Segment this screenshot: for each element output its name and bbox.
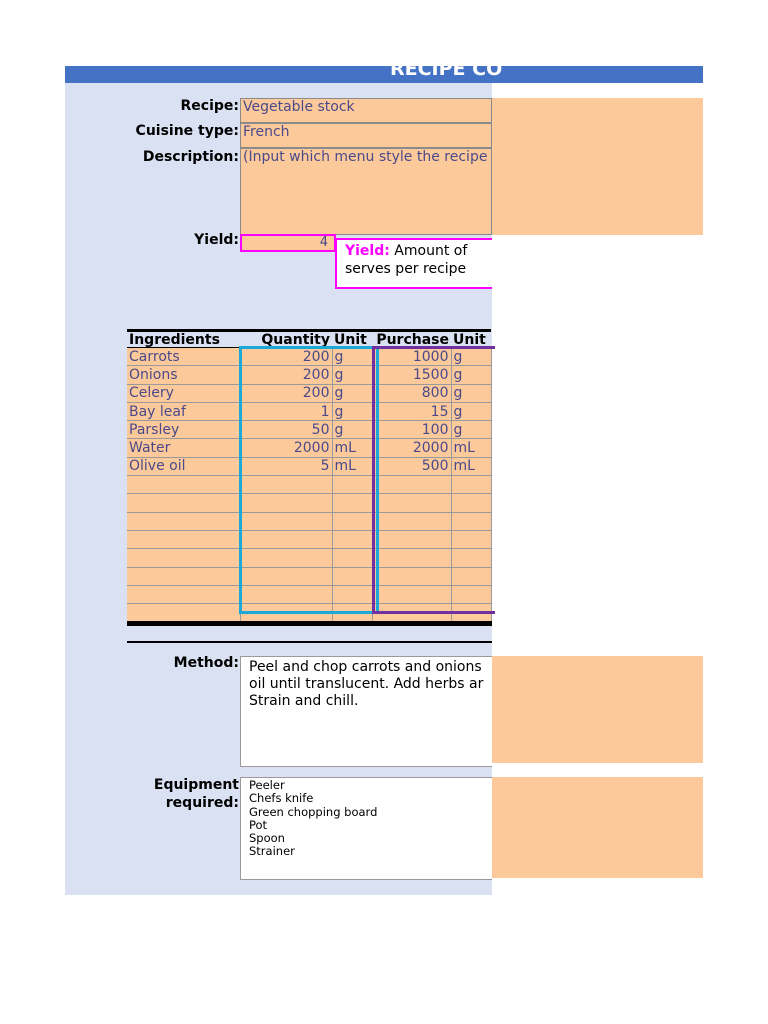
quantity-cell[interactable]: 200 bbox=[240, 348, 332, 366]
purchase-unit-cell[interactable]: g bbox=[451, 402, 491, 420]
table-row bbox=[127, 366, 491, 384]
equipment-item: Strainer bbox=[249, 844, 295, 859]
purchase-unit-cell[interactable]: g bbox=[451, 384, 491, 402]
ingredient-cell[interactable]: Water bbox=[127, 439, 240, 457]
method-line: Peel and chop carrots and onions bbox=[249, 659, 482, 675]
header-purchase: Purchase bbox=[372, 331, 451, 348]
quantity-cell[interactable]: 200 bbox=[240, 366, 332, 384]
ingredient-cell[interactable] bbox=[127, 604, 240, 623]
purchase-cell[interactable] bbox=[372, 494, 451, 512]
table-row bbox=[127, 402, 491, 420]
cuisine-field[interactable] bbox=[240, 123, 492, 148]
table-row bbox=[127, 512, 491, 530]
purchase-cell[interactable] bbox=[372, 604, 451, 623]
unit-cell[interactable]: mL bbox=[332, 457, 372, 475]
description-field[interactable] bbox=[240, 148, 492, 235]
separator-line bbox=[127, 641, 492, 643]
method-overflow-block bbox=[492, 656, 703, 763]
unit-cell[interactable] bbox=[332, 585, 372, 603]
table-row bbox=[127, 494, 491, 512]
method-line: oil until translucent. Add herbs ar bbox=[249, 676, 484, 692]
table-row bbox=[127, 348, 491, 366]
header-quantity: Quantity bbox=[240, 331, 332, 348]
purchase-unit-cell[interactable]: g bbox=[451, 421, 491, 439]
table-row bbox=[127, 421, 491, 439]
purchase-unit-cell[interactable]: mL bbox=[451, 439, 491, 457]
purchase-cell[interactable]: 800 bbox=[372, 384, 451, 402]
purchase-cell[interactable] bbox=[372, 567, 451, 585]
ingredient-cell[interactable]: Celery bbox=[127, 384, 240, 402]
ingredient-cell[interactable] bbox=[127, 530, 240, 548]
description-label: Description: bbox=[142, 149, 239, 165]
ingredient-cell[interactable] bbox=[127, 512, 240, 530]
method-field[interactable] bbox=[240, 656, 492, 767]
quantity-cell[interactable] bbox=[240, 604, 332, 623]
purchase-unit-cell[interactable]: g bbox=[451, 366, 491, 384]
header-ingredients: Ingredients bbox=[127, 331, 240, 348]
purchase-cell[interactable] bbox=[372, 512, 451, 530]
table-row bbox=[127, 384, 491, 402]
table-row bbox=[127, 567, 491, 585]
ingredient-cell[interactable] bbox=[127, 585, 240, 603]
quantity-cell[interactable]: 5 bbox=[240, 457, 332, 475]
purchase-cell[interactable] bbox=[372, 476, 451, 494]
unit-cell[interactable]: g bbox=[332, 421, 372, 439]
purchase-cell[interactable]: 100 bbox=[372, 421, 451, 439]
equipment-overflow-block bbox=[492, 777, 703, 878]
cuisine-value: French bbox=[243, 124, 290, 140]
quantity-cell[interactable] bbox=[240, 585, 332, 603]
header-purchase-unit: Unit bbox=[451, 331, 491, 348]
quantity-cell[interactable]: 2000 bbox=[240, 439, 332, 457]
unit-cell[interactable]: g bbox=[332, 348, 372, 366]
quantity-cell[interactable] bbox=[240, 494, 332, 512]
unit-cell[interactable] bbox=[332, 476, 372, 494]
unit-cell[interactable] bbox=[332, 512, 372, 530]
yield-note-text-1: Amount of bbox=[389, 243, 468, 259]
table-header-row bbox=[127, 331, 491, 348]
purchase-unit-cell[interactable] bbox=[451, 549, 491, 567]
quantity-cell[interactable] bbox=[240, 530, 332, 548]
yield-note-text-2: serves per recipe bbox=[345, 261, 467, 277]
ingredient-cell[interactable]: Carrots bbox=[127, 348, 240, 366]
equipment-item: Spoon bbox=[249, 831, 285, 846]
method-label: Method: bbox=[173, 655, 239, 671]
ingredient-cell[interactable]: Parsley bbox=[127, 421, 240, 439]
purchase-cell[interactable] bbox=[372, 530, 451, 548]
title-banner bbox=[65, 58, 703, 83]
recipe-label: Recipe: bbox=[180, 98, 239, 114]
quantity-cell[interactable]: 200 bbox=[240, 384, 332, 402]
ingredient-cell[interactable]: Olive oil bbox=[127, 457, 240, 475]
equipment-list bbox=[241, 778, 492, 860]
ingredient-cell[interactable]: Onions bbox=[127, 366, 240, 384]
purchase-unit-cell[interactable] bbox=[451, 604, 491, 623]
purchase-unit-cell[interactable] bbox=[451, 512, 491, 530]
quantity-cell[interactable]: 50 bbox=[240, 421, 332, 439]
equipment-item: Green chopping board bbox=[249, 804, 378, 819]
unit-cell[interactable] bbox=[332, 530, 372, 548]
purchase-unit-cell[interactable] bbox=[451, 585, 491, 603]
purchase-unit-cell[interactable] bbox=[451, 494, 491, 512]
header-unit: Unit bbox=[332, 331, 372, 348]
quantity-cell[interactable] bbox=[240, 567, 332, 585]
unit-cell[interactable]: g bbox=[332, 402, 372, 420]
purchase-cell[interactable]: 500 bbox=[372, 457, 451, 475]
unit-cell[interactable] bbox=[332, 549, 372, 567]
ingredient-cell[interactable] bbox=[127, 567, 240, 585]
quantity-cell[interactable] bbox=[240, 549, 332, 567]
quantity-cell[interactable] bbox=[240, 512, 332, 530]
purchase-unit-cell[interactable] bbox=[451, 567, 491, 585]
ingredient-cell[interactable] bbox=[127, 494, 240, 512]
yield-field[interactable] bbox=[240, 234, 336, 252]
table-row bbox=[127, 457, 491, 475]
quantity-cell[interactable] bbox=[240, 476, 332, 494]
purchase-unit-cell[interactable] bbox=[451, 530, 491, 548]
table-row bbox=[127, 585, 491, 603]
purchase-cell[interactable] bbox=[372, 585, 451, 603]
unit-cell[interactable] bbox=[332, 604, 372, 623]
equipment-label-line2: required: bbox=[165, 795, 239, 811]
recipe-value: Vegetable stock bbox=[243, 99, 355, 115]
purchase-unit-cell[interactable] bbox=[451, 476, 491, 494]
purchase-cell[interactable]: 1500 bbox=[372, 366, 451, 384]
purchase-unit-cell[interactable]: mL bbox=[451, 457, 491, 475]
quantity-cell[interactable]: 1 bbox=[240, 402, 332, 420]
cuisine-label: Cuisine type: bbox=[135, 123, 239, 139]
purchase-cell[interactable]: 15 bbox=[372, 402, 451, 420]
sheet-title: RECIPE CO bbox=[390, 58, 503, 80]
ingredient-cell[interactable] bbox=[127, 549, 240, 567]
recipe-field[interactable] bbox=[240, 98, 492, 123]
table-row bbox=[127, 476, 491, 494]
equipment-item: Peeler bbox=[249, 778, 285, 792]
yield-label: Yield: bbox=[194, 232, 239, 248]
description-overflow-block bbox=[492, 98, 703, 235]
equipment-item: Chefs knife bbox=[249, 791, 314, 806]
table-row bbox=[127, 604, 491, 623]
unit-cell[interactable] bbox=[332, 567, 372, 585]
ingredient-cell[interactable] bbox=[127, 476, 240, 494]
yield-value: 4 bbox=[319, 235, 328, 250]
unit-cell[interactable]: mL bbox=[332, 439, 372, 457]
separator-line bbox=[127, 624, 492, 626]
ingredient-cell[interactable]: Bay leaf bbox=[127, 402, 240, 420]
table-row bbox=[127, 439, 491, 457]
method-line: Strain and chill. bbox=[249, 693, 359, 709]
purchase-cell[interactable]: 1000 bbox=[372, 348, 451, 366]
purchase-cell[interactable] bbox=[372, 549, 451, 567]
unit-cell[interactable] bbox=[332, 494, 372, 512]
table-row bbox=[127, 530, 491, 548]
equipment-item: Pot bbox=[249, 817, 268, 832]
table-row bbox=[127, 549, 491, 567]
description-value: (Input which menu style the recipe bbox=[243, 149, 488, 165]
equipment-field[interactable] bbox=[240, 777, 492, 880]
equipment-label-line1: Equipment bbox=[153, 777, 239, 793]
yield-note bbox=[335, 238, 492, 289]
ingredients-table bbox=[127, 329, 492, 624]
purchase-cell[interactable]: 2000 bbox=[372, 439, 451, 457]
unit-cell[interactable]: g bbox=[332, 366, 372, 384]
method-text bbox=[241, 657, 492, 712]
purchase-unit-cell[interactable]: g bbox=[451, 348, 491, 366]
unit-cell[interactable]: g bbox=[332, 384, 372, 402]
yield-note-highlight: Yield: bbox=[345, 243, 390, 259]
